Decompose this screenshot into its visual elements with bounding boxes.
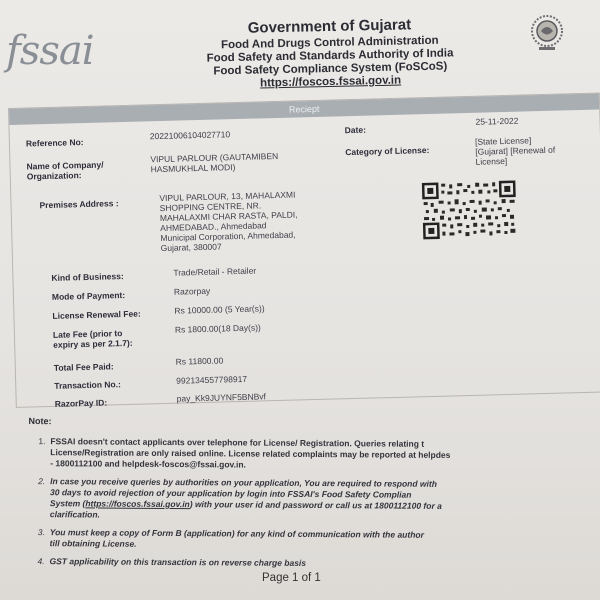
- late-fee-label-1: Late Fee (prior to: [52, 328, 123, 340]
- premises-line: SHOPPING CENTRE, NR.: [159, 200, 262, 214]
- renewal-fee-label: License Renewal Fee:: [52, 308, 141, 321]
- company-value-1: VIPUL PARLOUR (GAUTAMIBEN: [150, 150, 279, 165]
- fssai-logo: [6, 28, 94, 74]
- note-line: clarification.: [49, 509, 100, 520]
- note-item: [28, 556, 600, 571]
- renewal-fee-value: Rs 10000.00 (5 Year(s)): [174, 303, 265, 316]
- payment-value: Razorpay: [173, 285, 211, 297]
- note-line: till obtaining License.: [49, 538, 137, 549]
- note-item: [28, 436, 600, 473]
- business-label: Kind of Business:: [51, 271, 124, 283]
- gujarat-emblem-icon: [528, 14, 566, 54]
- payment-label: Mode of Payment:: [51, 289, 126, 302]
- reference-label: Reference No:: [25, 137, 84, 149]
- premises-label: Premises Address :: [39, 198, 119, 211]
- late-fee-label-2: expiry as per 2.1.7):: [53, 337, 133, 350]
- govt-title: Government of Gujarat: [247, 16, 412, 37]
- logo-text: fssai: [6, 28, 94, 74]
- header-block: [129, 14, 530, 92]
- note-line: FSSAI doesn't contact applicants over telephone for License/ Registration. Queries relating t: [50, 436, 425, 449]
- notes-title: Note:: [28, 416, 52, 427]
- transaction-label: Transaction No.:: [54, 379, 121, 391]
- category-value-1: [State License]: [474, 135, 532, 147]
- page-number: Page 1 of 1: [262, 572, 321, 584]
- notes-section: [27, 416, 600, 578]
- note-number: 4.: [37, 556, 45, 567]
- qr-code-icon: [421, 180, 517, 240]
- premises-line: Municipal Corporation, Ahmedabad,: [160, 229, 296, 244]
- note-text: System (: [49, 498, 86, 509]
- total-fee-label: Total Fee Paid:: [53, 361, 114, 373]
- business-value: Trade/Retail - Retailer: [173, 265, 257, 278]
- receipt-title: Reciept: [9, 94, 599, 125]
- date-label: Date:: [344, 124, 367, 136]
- note-line: GST applicability on this transaction is on reverse charge basis: [49, 556, 307, 568]
- company-label-2: Organization:: [26, 170, 82, 182]
- reference-value: 20221006104027710: [149, 129, 231, 142]
- note-number: 1.: [38, 436, 46, 447]
- portal-link[interactable]: https://foscos.fssai.gov.in: [259, 74, 402, 90]
- category-value-2: [Gujarat] [Renewal of: [475, 144, 556, 157]
- system-title: Food Safety Compliance System (FoSCoS): [213, 60, 448, 78]
- date-value: 25-11-2022: [475, 115, 519, 127]
- note-number: 3.: [37, 527, 45, 538]
- late-fee-value: Rs 1800.00(18 Day(s)): [174, 322, 261, 335]
- authority-title: Food Safety and Standards Authority of India: [206, 47, 454, 65]
- note-line: You must keep a copy of Form B (application) for any kind of communication with the author: [49, 527, 424, 540]
- foscos-link[interactable]: https://foscos.fssai.gov.in: [85, 498, 190, 510]
- premises-line: AHMEDABAD., Ahmedabad: [160, 220, 267, 234]
- category-value-3: License]: [475, 155, 508, 167]
- note-line: 30 days to avoid rejection of your application by login into FSSAI's Food Safety Complian: [49, 487, 412, 500]
- note-line: In case you receive queries by authorities on your application, You are required to respond with: [50, 476, 437, 489]
- note-item: [28, 476, 600, 524]
- receipt-panel: [8, 93, 600, 408]
- company-value-2: HASMUKHLAL MODI): [150, 162, 236, 175]
- note-text: ) with your user id and password or call us at 1800112100 for a: [189, 499, 442, 511]
- premises-line: Gujarat, 380007: [160, 241, 222, 254]
- premises-line: MAHALAXMI CHAR RASTA, PALDI,: [159, 209, 298, 224]
- category-label: Category of License:: [345, 144, 430, 158]
- razorpay-label: RazorPay ID:: [54, 397, 108, 409]
- note-item: [28, 527, 600, 553]
- transaction-value: 992134557798917: [176, 373, 248, 386]
- note-number: 2.: [38, 476, 46, 487]
- company-label-1: Name of Company/: [26, 159, 104, 172]
- total-fee-value: Rs 11800.00: [175, 355, 224, 367]
- premises-line: VIPUL PARLOUR, 13, MAHALAXMI: [159, 189, 296, 204]
- note-line: - 1800112100 and helpdesk-foscos@fssai.gov.in.: [50, 458, 246, 470]
- razorpay-value: pay_Kk9JUYNF5BNBvf: [176, 391, 267, 404]
- dept-title: Food And Drugs Control Administration: [220, 34, 439, 52]
- note-line: License/Registration are only raised online. License related complaints may be reported at helpdes: [50, 447, 451, 460]
